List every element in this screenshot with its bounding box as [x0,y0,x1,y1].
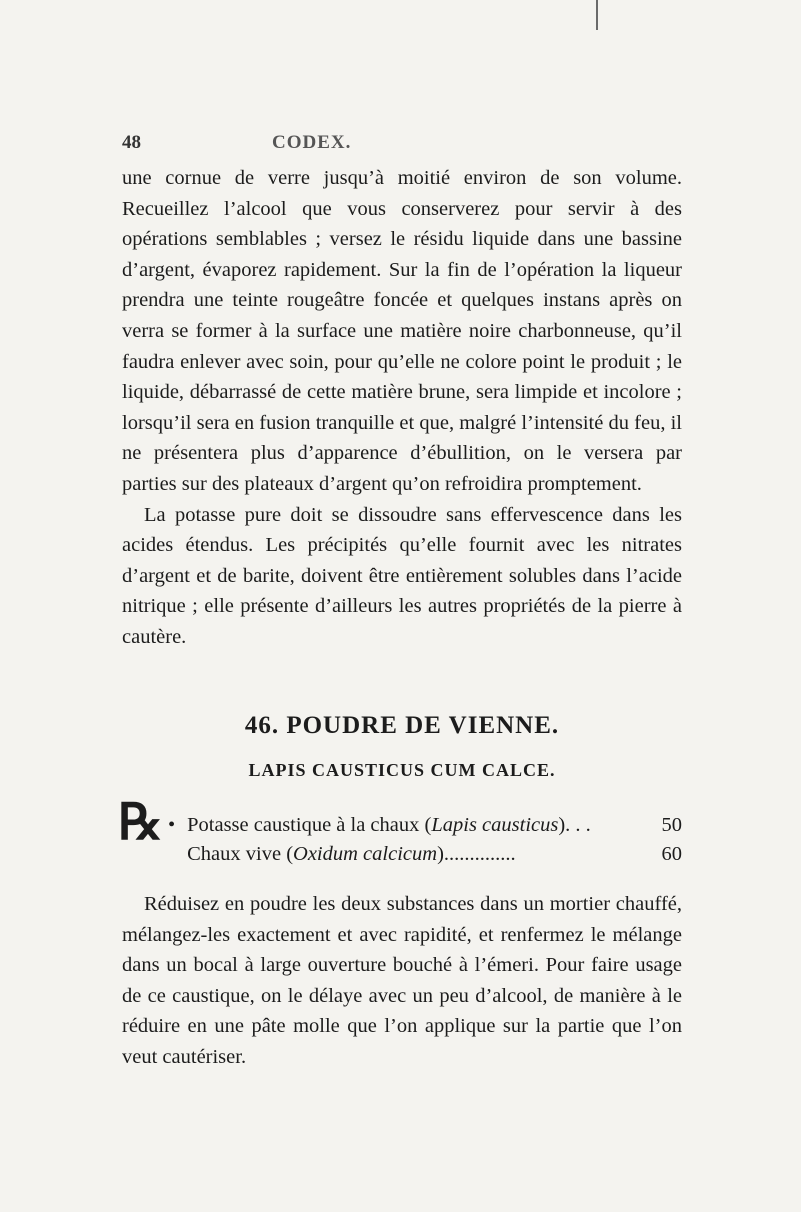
section-title: 46. POUDRE DE VIENNE. [244,712,560,739]
final-paragraph: Réduisez en poudre les deux substances dans un mortier chauffé, mélangez-les exactement et avec rapidité, et renfermez le mélange dans un bocal à large ouverture bouché à l’émeri. Pour faire usage de ce caustique, on le délaye avec un peu d’alcool, de manière à le réduire en une pâte molle que l’on applique sur la partie que l’on veut cautériser. [122,893,682,1068]
scan-margin-mark [596,0,598,30]
running-title: CODEX. [272,132,352,153]
recipe-item: • Potasse caustique à la chaux (Lapis causticus). . . 50 [168,811,650,839]
recipe-item-latin: Lapis causticus [431,814,559,836]
recipe-item: Chaux vive (Oxidum calcicum).............. 60 [168,840,650,868]
recipe-item-dots: . . [575,814,591,836]
recipe-item-name: Chaux vive [187,843,282,865]
intro-paragraph: une cornue de verre jusqu’à moitié environ de son volume. Recueillez l’alcool que vous conserverez pour servir à des opérations semblables ; versez le résidu liquide dans une bassine d’argent, évaporez rapidement. Sur la fin de l’opération la liqueur prendra une teinte rougeâtre foncée et quelques instans après on verra se former à la surface une matière noire charbonneuse, qu’il faudra enlever avec soin, pour qu’elle ne colore point le produit ; le liquide, débarrassé de cette matière brune, sera limpide et incolore ; lorsqu’il sera en fusion tranquille et que, malgré l’intensité du feu, il ne présentera plus d’apparence d’ébullition, on le versera par parties sur des plateaux d’argent qu’on refroidira promptement. [122,167,682,495]
recipe-item-name: Potasse caustique à la chaux [187,814,420,836]
recipe-item-quantity: 50 [661,814,682,836]
second-paragraph: La potasse pure doit se dissoudre sans effervescence dans les acides étendus. Les précipités qu’elle fournit avec les nitrates d’argent et de barite, doivent être entièrement solubles dans l’acide nitrique ; elle présente d’ailleurs les autres propriétés de la pierre à cautère. [122,503,682,648]
recipe-item-quantity: 60 [661,843,682,865]
recipe-item-latin: Oxidum calcicum [293,843,438,865]
recipe-symbol: ℞ [118,794,163,850]
page-number: 48 [122,132,141,153]
recipe-bullet: • [168,814,176,836]
section-latin-title: LAPIS CAUSTICUS CUM CALCE. [248,760,556,780]
running-head [122,132,682,156]
recipe-item-dots: .............. [443,843,516,865]
body-text-upper [122,163,682,653]
body-text-lower [122,889,682,1073]
